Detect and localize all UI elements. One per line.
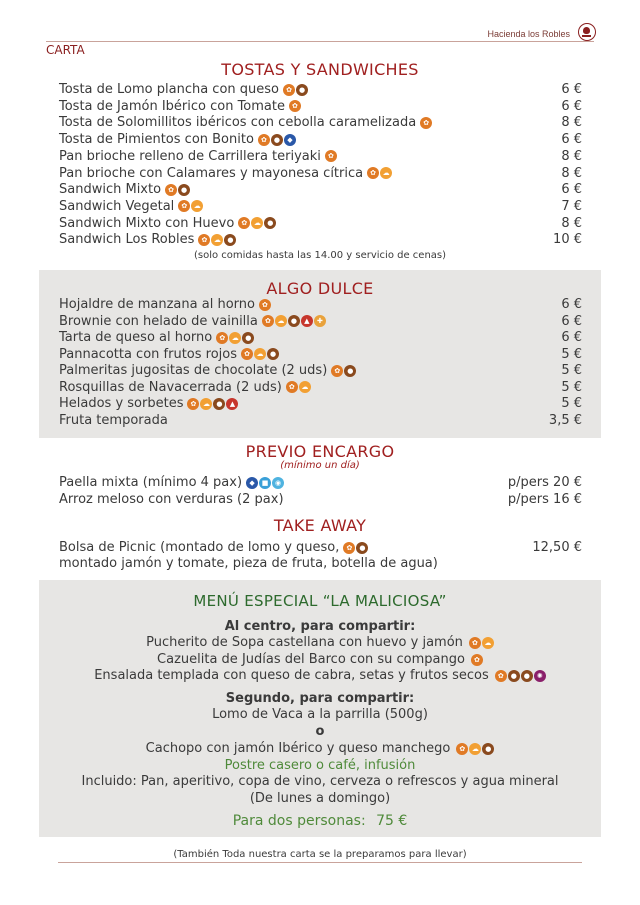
gluten-icon: ✿ [471, 654, 483, 666]
dulce-item-name: Palmeritas jugositas de chocolate (2 uds) [59, 363, 328, 378]
carta-label: CARTA [46, 43, 85, 57]
milk-icon: ☁ [200, 398, 212, 410]
dulce-item-name: Fruta temporada [59, 412, 168, 428]
egg-icon: ● [356, 542, 368, 554]
brand-logo-icon [578, 23, 596, 41]
section-title-tostas: TOSTAS Y SANDWICHES [221, 60, 419, 79]
tostas-item-name: Pan brioche con Calamares y mayonesa cítrica [59, 165, 364, 181]
dulce-item-name: Tarta de queso al horno [59, 330, 213, 345]
dulce-item-name: Brownie con helado de vainilla [59, 313, 258, 329]
gluten-icon: ✿ [469, 637, 481, 649]
egg-icon: ● [264, 217, 276, 229]
tostas-item-price: 8 € [561, 148, 582, 164]
dulce-item-price: 5 € [561, 379, 582, 395]
tostas-item-price: 6 € [561, 82, 582, 97]
tostas-item-allergens [258, 134, 296, 146]
tostas-item-row [59, 148, 582, 165]
dulce-item-allergens [241, 348, 279, 360]
tostas-item-row [59, 114, 582, 131]
encargo-item-row [59, 491, 582, 508]
milk-icon: ☁ [275, 315, 287, 327]
egg-icon: ● [296, 84, 308, 96]
tostas-item-name: Sandwich Los Robles [59, 232, 195, 248]
sesame-icon: ✺ [534, 670, 546, 682]
gluten-icon: ✿ [262, 315, 274, 327]
takeaway-row-2 [59, 555, 582, 572]
gluten-icon: ✿ [289, 100, 301, 112]
tostas-item-price: 8 € [561, 215, 582, 231]
tostas-item-price: 7 € [561, 198, 582, 214]
milk-icon: ☁ [482, 637, 494, 649]
dulce-item-allergens [216, 332, 254, 344]
milk-icon: ☁ [251, 217, 263, 229]
shell-icon: ■ [259, 477, 271, 489]
dulce-item-price: 6 € [561, 297, 582, 312]
section-title-takeaway: TAKE AWAY [273, 516, 367, 535]
egg-icon: ● [344, 365, 356, 377]
section-title-encargo: PREVIO ENCARGO [245, 442, 395, 461]
tostas-item-name: Tosta de Lomo plancha con queso [59, 82, 279, 97]
dulce-item-price: 3,5 € [548, 412, 582, 428]
menu-centro-item-name: Cazuelita de Judías del Barco con su compango [157, 652, 465, 667]
menu-centro-item [0, 635, 640, 650]
tostas-item-price: 6 € [561, 132, 582, 148]
encargo-item-price: p/pers 16 € [507, 491, 582, 507]
menu-price: 75 € [376, 813, 408, 829]
gluten-icon: ✿ [325, 150, 337, 162]
menu-segundo-header: Segundo, para compartir: [225, 691, 415, 706]
dulce-item-row [59, 395, 582, 412]
dulce-item-allergens [187, 398, 238, 410]
gluten-icon: ✿ [331, 365, 343, 377]
takeaway-row [59, 539, 582, 556]
menu-segundo-2-allergens [456, 743, 494, 755]
milk-icon: ☁ [229, 332, 241, 344]
fish-icon: ◆ [284, 134, 296, 146]
tostas-item-name: Sandwich Vegetal [59, 198, 175, 214]
milk-icon: ☁ [469, 743, 481, 755]
tostas-item-allergens [325, 150, 337, 162]
tostas-item-row [59, 198, 582, 215]
tostas-item-name: Sandwich Mixto con Huevo [59, 215, 235, 231]
gluten-icon: ✿ [241, 348, 253, 360]
gluten-icon: ✿ [286, 381, 298, 393]
egg-icon: ● [271, 134, 283, 146]
tostas-item-row [59, 165, 582, 182]
gluten-icon: ✿ [283, 84, 295, 96]
egg-icon: ● [288, 315, 300, 327]
dulce-item-row [59, 412, 582, 429]
dulce-item-allergens [331, 365, 356, 377]
encargo-item-row [59, 474, 582, 491]
milk-icon: ☁ [380, 167, 392, 179]
tostas-item-allergens [238, 217, 276, 229]
egg-icon: ● [213, 398, 225, 410]
encargo-item-name: Paella mixta (mínimo 4 pax) [59, 475, 243, 490]
dulce-item-row [59, 346, 582, 363]
takeaway-line2: montado jamón y tomate, pieza de fruta, botella de agua) [59, 556, 438, 571]
dulce-item-allergens [286, 381, 311, 393]
tostas-item-allergens [289, 100, 301, 112]
gluten-icon: ✿ [495, 670, 507, 682]
dulce-item-allergens [262, 315, 326, 327]
takeaway-price: 12,50 € [532, 540, 582, 555]
menu-or: o [315, 724, 325, 739]
gluten-icon: ✿ [367, 167, 379, 179]
tostas-item-allergens [165, 184, 190, 196]
egg-icon: ● [242, 332, 254, 344]
header-rule [46, 41, 594, 42]
tostas-item-name: Pan brioche relleno de Carrillera teriyaki [59, 148, 321, 164]
tostas-item-row [59, 181, 582, 198]
gluten-icon: ✿ [165, 184, 177, 196]
egg-icon: ● [482, 743, 494, 755]
tostas-item-row [59, 215, 582, 232]
menu-price-label: Para dos personas: [232, 813, 366, 829]
milk-icon: ☁ [254, 348, 266, 360]
gluten-icon: ✿ [343, 542, 355, 554]
dulce-item-name: Rosquillas de Navacerrada (2 uds) [59, 379, 282, 395]
dulce-item-price: 5 € [561, 363, 582, 378]
takeaway-allergens [343, 542, 368, 554]
tostas-item-allergens [198, 234, 236, 246]
encargo-item-price: p/pers 20 € [507, 475, 582, 490]
menu-centro-item-allergens [495, 670, 546, 682]
tostas-item-row [59, 231, 582, 248]
menu-centro-header: Al centro, para compartir: [224, 619, 416, 634]
encargo-subtitle: (mínimo un día) [280, 460, 360, 471]
dulce-item-row [59, 313, 582, 330]
nuts-icon: ▲ [301, 315, 313, 327]
dulce-item-price: 5 € [561, 346, 582, 362]
footer-rule [58, 862, 582, 863]
tostas-item-price: 10 € [553, 232, 582, 248]
dulce-item-price: 5 € [561, 396, 582, 411]
menu-segundo-2-row [0, 741, 640, 756]
menu-segundo-2: Cachopo con jamón Ibérico y queso manchego [145, 741, 451, 756]
brand-name: Hacienda los Robles [487, 29, 570, 39]
menu-postre: Postre casero o café, infusión [224, 758, 416, 773]
tostas-item-allergens [367, 167, 392, 179]
tostas-item-name: Tosta de Pimientos con Bonito [59, 132, 254, 148]
gluten-icon: ✿ [456, 743, 468, 755]
milk-icon: ☁ [191, 200, 203, 212]
menu-incluido: Incluido: Pan, aperitivo, copa de vino, cerveza o refrescos y agua mineral [81, 774, 559, 789]
dulce-item-name: Pannacotta con frutos rojos [59, 346, 238, 362]
gluten-icon: ✿ [198, 234, 210, 246]
tostas-item-row [59, 98, 582, 115]
menu-centro-item [0, 668, 640, 683]
egg-icon: ● [178, 184, 190, 196]
dulce-item-price: 6 € [561, 313, 582, 329]
gluten-icon: ✿ [216, 332, 228, 344]
tostas-item-name: Sandwich Mixto [59, 182, 162, 198]
egg-icon: ● [224, 234, 236, 246]
menu-dias: (De lunes a domingo) [249, 791, 391, 806]
almond-icon: ✚ [314, 315, 326, 327]
tostas-item-price: 6 € [561, 98, 582, 114]
menu-centro-item-name: Ensalada templada con queso de cabra, setas y frutos secos [94, 668, 489, 683]
tostas-item-name: Tosta de Jamón Ibérico con Tomate [59, 98, 285, 114]
takeaway-line1: Bolsa de Picnic (montado de lomo y queso, [59, 540, 340, 555]
tostas-item-name: Tosta de Solomillitos ibéricos con cebolla caramelizada [59, 115, 417, 131]
dulce-item-name: Hojaldre de manzana al horno [59, 297, 255, 312]
menu-centro-item-allergens [471, 654, 483, 666]
gluten-icon: ✿ [187, 398, 199, 410]
menu-centro-item-allergens [469, 637, 494, 649]
section-title-dulce: ALGO DULCE [266, 279, 374, 298]
egg-icon: ● [267, 348, 279, 360]
tostas-note: (solo comidas hasta las 14.00 y servicio de cenas) [193, 250, 447, 261]
menu-price-row [0, 813, 640, 829]
tostas-item-allergens [420, 117, 432, 129]
gluten-icon: ✿ [258, 134, 270, 146]
tostas-item-price: 6 € [561, 182, 582, 198]
tostas-item-price: 8 € [561, 165, 582, 181]
tostas-item-allergens [178, 200, 203, 212]
tostas-item-price: 8 € [561, 115, 582, 131]
dulce-item-price: 6 € [561, 330, 582, 345]
tostas-item-allergens [283, 84, 308, 96]
egg-icon: ● [508, 670, 520, 682]
menu-title: MENÚ ESPECIAL “LA MALICIOSA” [193, 592, 447, 610]
egg-icon: ● [521, 670, 533, 682]
dulce-item-row [59, 329, 582, 346]
tostas-item-row [59, 131, 582, 148]
tostas-item-row [59, 81, 582, 98]
gluten-icon: ✿ [178, 200, 190, 212]
mollusc-icon: ◉ [272, 477, 284, 489]
menu-centro-item [0, 652, 640, 667]
gluten-icon: ✿ [420, 117, 432, 129]
menu-centro-item-name: Pucherito de Sopa castellana con huevo y jamón [146, 635, 463, 650]
encargo-item-name: Arroz meloso con verduras (2 pax) [59, 491, 284, 507]
gluten-icon: ✿ [238, 217, 250, 229]
gluten-icon: ✿ [259, 299, 271, 311]
dulce-item-row [59, 379, 582, 396]
dulce-item-allergens [259, 299, 271, 311]
encargo-item-allergens [246, 477, 284, 489]
milk-icon: ☁ [211, 234, 223, 246]
dulce-item-row [59, 362, 582, 379]
menu-segundo-1: Lomo de Vaca a la parrilla (500g) [212, 707, 428, 722]
fish-icon: ◆ [246, 477, 258, 489]
dulce-item-name: Helados y sorbetes [59, 396, 184, 411]
milk-icon: ☁ [299, 381, 311, 393]
nuts-icon: ▲ [226, 398, 238, 410]
dulce-item-row [59, 296, 582, 313]
footer-note: (También Toda nuestra carta se la preparamos para llevar) [173, 849, 467, 860]
